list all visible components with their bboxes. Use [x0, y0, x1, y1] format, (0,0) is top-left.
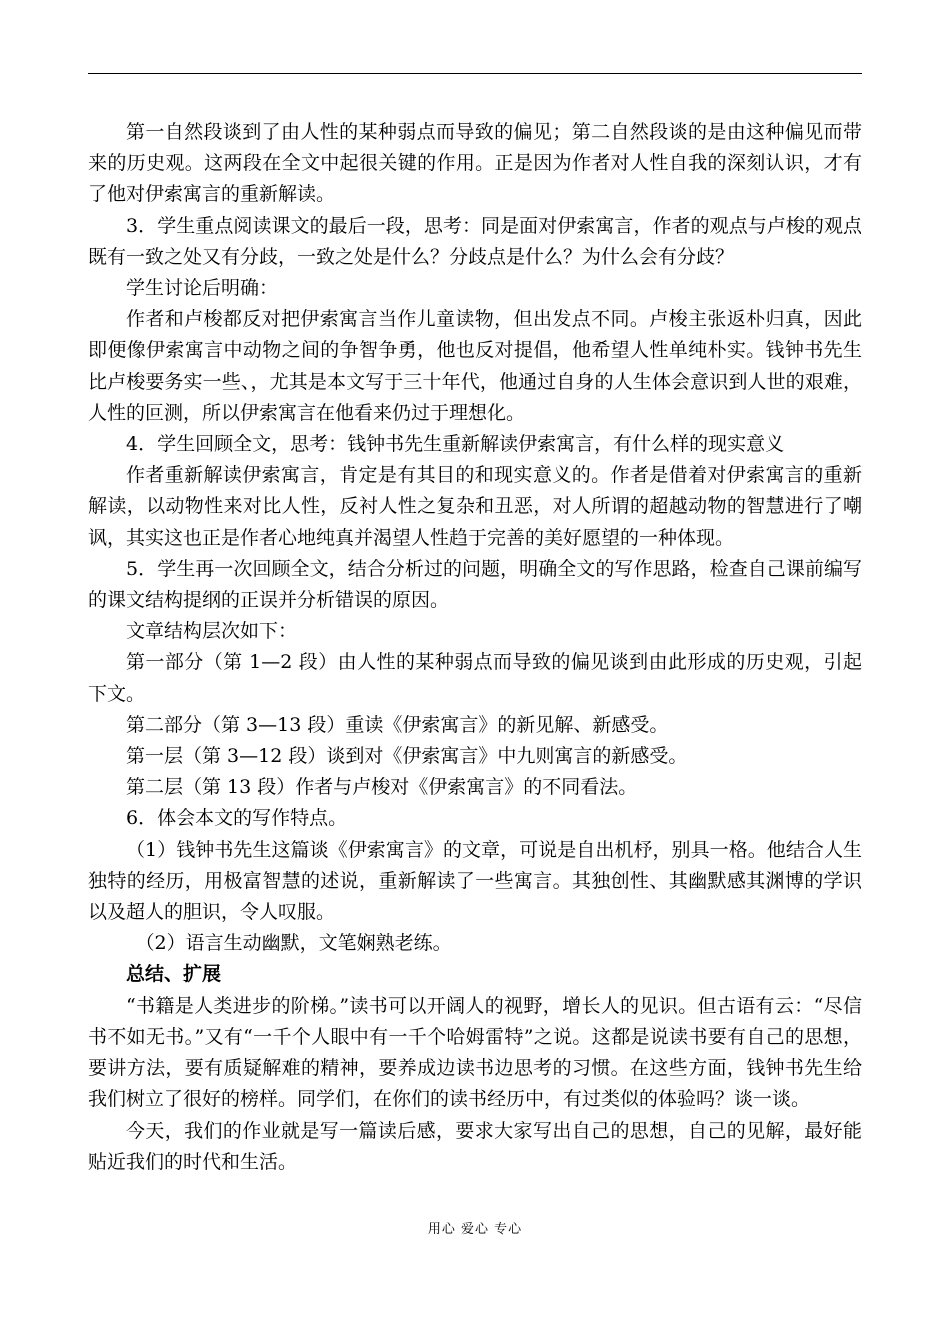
- paragraph: （2）语言生动幽默，文笔娴熟老练。: [135, 932, 452, 955]
- paragraph: 第二层（第 13 段）作者与卢梭对《伊索寓言》的不同看法。: [126, 776, 638, 799]
- paragraph: （1）钱钟书先生这篇谈《伊索寓言》的文章，可说是自出机杼，别具一格。他结合人生独特的经历，用极富智慧的述说，重新解读了一些寓言。其独创性、其幽默感其渊博的学识以及超人的胆识，令人叹服。: [88, 838, 862, 924]
- paragraph: 第二部分（第 3—13 段）重读《伊索寓言》的新见解、新感受。: [126, 713, 669, 736]
- paragraph: 5．学生再一次回顾全文，结合分析过的问题，明确全文的写作思路，检查自己课前编写的课文结构提纲的正误并分析错误的原因。: [88, 557, 862, 612]
- header-rule: [88, 73, 862, 74]
- paragraph: 第一部分（第 1—2 段）由人性的某种弱点而导致的偏见谈到由此形成的历史观，引起下文。: [88, 651, 862, 705]
- paragraph: 作者重新解读伊索寓言，肯定是有其目的和现实意义的。作者是借着对伊索寓言的重新解读，以动物性来对比人性，反衬人性之复杂和丑恶，对人所谓的超越动物的智慧进行了嘲讽，其实这也正是作者心地纯真并渴望人性趋于完善的美好愿望的一种体现。: [88, 464, 862, 549]
- paragraph: 学生讨论后明确：: [126, 277, 279, 300]
- paragraph: 第一自然段谈到了由人性的某种弱点而导致的偏见；第二自然段谈的是由这种偏见而带来的历史观。这两段在全文中起很关键的作用。正是因为作者对人性自我的深刻认识，才有了他对伊索寓言的重新解读。: [88, 121, 862, 206]
- paragraph: 6．体会本文的写作特点。: [126, 807, 348, 830]
- paragraph: “书籍是人类进步的阶梯。”读书可以开阔人的视野，增长人的见识。但古语有云：“尽信书不如无书。”又有“一千个人眼中有一千个哈姆雷特”之说。这都是说读书要有自己的思想，要讲方法，要有质疑解难的精神，要养成边读书边思考的习惯。在这些方面，钱钟书先生给我们树立了很好的榜样。同学们，在你们的读书经历中，有过类似的体验吗？谈一谈。: [88, 994, 862, 1111]
- section-heading: 总结、扩展: [126, 963, 222, 986]
- page-footer: 用心 爱心 专心: [427, 1222, 523, 1237]
- paragraph: 作者和卢梭都反对把伊索寓言当作儿童读物，但出发点不同。卢梭主张返朴归真，因此即便像伊索寓言中动物之间的争智争勇，他也反对提倡，他希望人性单纯朴实。钱钟书先生比卢梭要务实一些、，尤其是本文写于三十年代，他通过自身的人生体会意识到人世的艰难，人性的叵测，所以伊索寓言在他看来仍过于理想化。: [88, 308, 862, 424]
- paragraph: 第一层（第 3—12 段）谈到对《伊索寓言》中九则寓言的新感受。: [126, 745, 688, 768]
- paragraph: 3．学生重点阅读课文的最后一段，思考：同是面对伊索寓言，作者的观点与卢梭的观点既有一致之处又有分歧，一致之处是什么？分歧点是什么？为什么会有分歧？: [88, 214, 862, 268]
- paragraph: 今天，我们的作业就是写一篇读后感，要求大家写出自己的思想，自己的见解，最好能贴近我们的时代和生活。: [88, 1119, 862, 1173]
- document-body: [88, 117, 862, 1178]
- paragraph: 文章结构层次如下：: [126, 620, 298, 643]
- paragraph: 4．学生回顾全文，思考：钱钟书先生重新解读伊索寓言，有什么样的现实意义: [126, 433, 785, 456]
